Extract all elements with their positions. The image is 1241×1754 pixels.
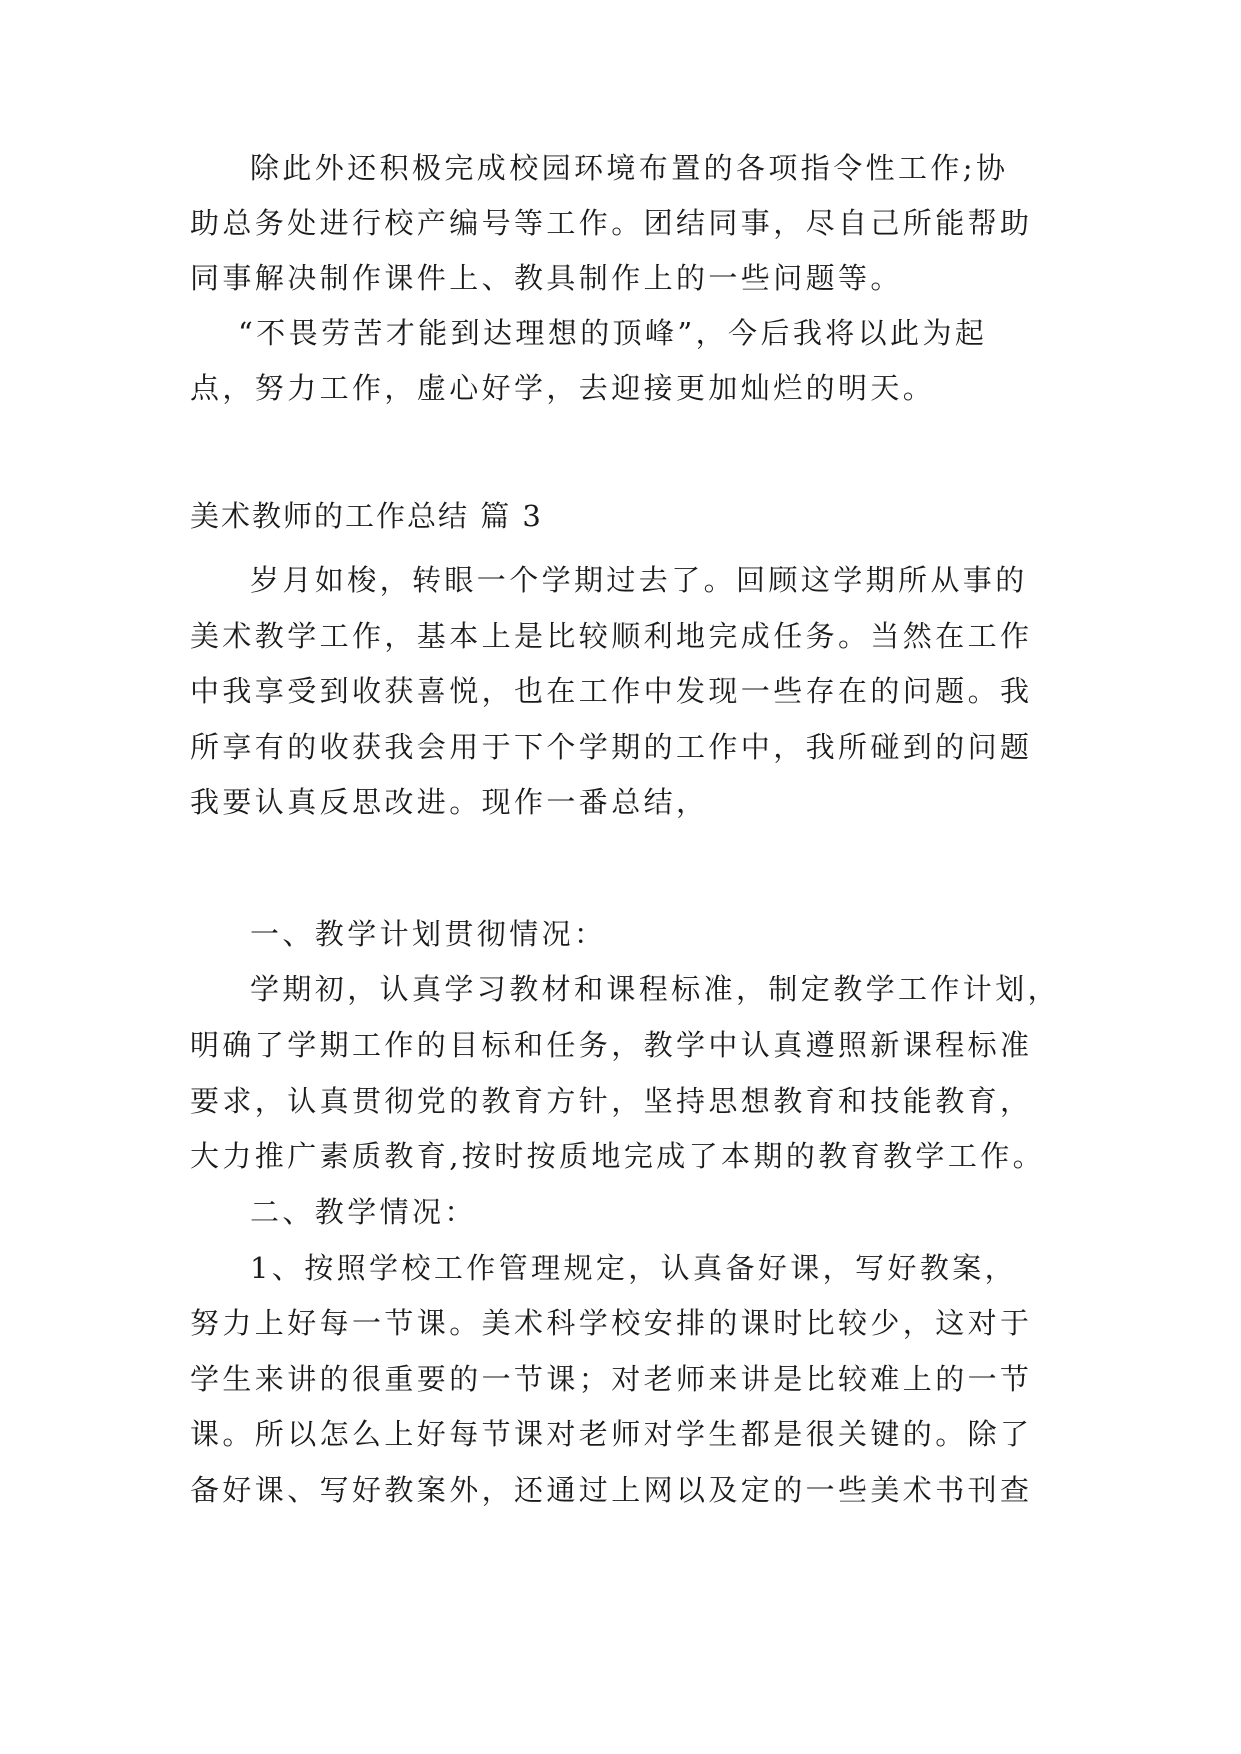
paragraph-line: 1、按照学校工作管理规定，认真备好课，写好教案，	[250, 1251, 1018, 1285]
paragraph-line: 明确了学期工作的目标和任务，教学中认真遵照新课程标准	[190, 1028, 1033, 1062]
paragraph-line: 中我享受到收获喜悦，也在工作中发现一些存在的问题。我	[190, 674, 1033, 708]
paragraph-line: 备好课、写好教案外，还通过上网以及定的一些美术书刊查	[190, 1473, 1033, 1507]
paragraph-line: 要求，认真贯彻党的教育方针，坚持思想教育和技能教育，	[190, 1084, 1033, 1118]
paragraph-line: 努力上好每一节课。美术科学校安排的课时比较少，这对于	[190, 1306, 1033, 1340]
paragraph-line: 学生来讲的很重要的一节课；对老师来讲是比较难上的一节	[190, 1362, 1033, 1396]
paragraph-line: 除此外还积极完成校园环境布置的各项指令性工作;协	[250, 151, 1009, 185]
subheading: 二、教学情况：	[250, 1195, 477, 1229]
paragraph-line: 助总务处进行校产编号等工作。团结同事，尽自己所能帮助	[190, 206, 1033, 240]
paragraph-line: 所享有的收获我会用于下个学期的工作中，我所碰到的问题	[190, 730, 1033, 764]
paragraph-line: 点，努力工作，虚心好学，去迎接更加灿烂的明天。	[190, 371, 936, 405]
paragraph-line: 课。所以怎么上好每节课对老师对学生都是很关键的。除了	[190, 1417, 1033, 1451]
paragraph-line: 学期初，认真学习教材和课程标准，制定教学工作计划，	[250, 972, 1061, 1006]
paragraph-line: 大力推广素质教育,按时按质地完成了本期的教育教学工作。	[190, 1139, 1046, 1173]
paragraph-line: “不畏劳苦才能到达理想的顶峰”，今后我将以此为起	[238, 316, 988, 350]
paragraph-line: 我要认真反思改进。现作一番总结，	[190, 785, 709, 819]
subheading: 一、教学计划贯彻情况：	[250, 917, 607, 951]
section-heading: 美术教师的工作总结 篇 3	[190, 499, 543, 533]
paragraph-line: 岁月如梭，转眼一个学期过去了。回顾这学期所从事的	[250, 563, 1028, 597]
paragraph-line: 美术教学工作，基本上是比较顺利地完成任务。当然在工作	[190, 619, 1033, 653]
paragraph-line: 同事解决制作课件上、教具制作上的一些问题等。	[190, 261, 903, 295]
